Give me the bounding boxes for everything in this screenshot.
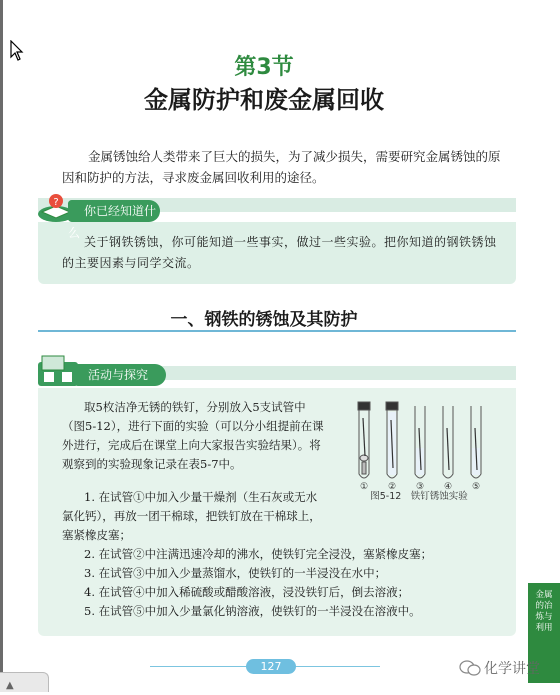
corner-arrow-icon[interactable]: ▲ xyxy=(6,680,14,691)
section-title: 金属防护和废金属回收 xyxy=(144,86,384,114)
watermark-text: 化学讲堂 xyxy=(484,661,540,677)
section-number: 第3节 xyxy=(234,55,294,80)
subheading-rule xyxy=(38,330,516,332)
activity-steps xyxy=(62,488,502,621)
activity-tag: 活动与探究 xyxy=(74,364,166,386)
test-tube-3 xyxy=(415,406,425,478)
tube-label-4: ④ xyxy=(443,482,453,490)
step-5: 5. 在试管⑤中加入少量氯化钠溶液，使铁钉的一半浸没在溶液中。 xyxy=(84,604,421,618)
know-text: 关于钢铁锈蚀，你可能知道一些事实，做过一些实验。把你知道的钢铁锈蚀的主要因素与同学交流。 xyxy=(62,235,497,270)
step-4: 4. 在试管④中加入稀硫酸或醋酸溶液，浸没铁钉后，倒去溶液； xyxy=(84,585,410,599)
step-1: 1. 在试管①中加入少量干燥剂（生石灰或无水氯化钙），再放一团干棉球，把铁钉放在干棉球上，塞紧橡皮塞； xyxy=(62,490,321,542)
test-tube-2 xyxy=(386,402,398,478)
test-tube-4 xyxy=(443,406,453,478)
page-number: 127 xyxy=(246,659,296,674)
step-3: 3. 在试管③中加入少量蒸馏水，使铁钉的一半浸没在水中； xyxy=(84,566,387,580)
tube-label-3: ③ xyxy=(415,482,425,490)
tube-label-2: ② xyxy=(387,482,397,490)
intro-paragraph: 金属锈蚀给人类带来了巨大的损失，为了减少损失，需要研究金属锈蚀的原因和防护的方法，寻求废金属回收利用的途径。 xyxy=(62,149,501,185)
activity-paragraph: 取5枚洁净无锈的铁钉，分别放入5支试管中（图5-12），进行下面的实验（可以分小组提前在课外进行，完成后在课堂上向大家报告实验结果）。将观察到的实验现象记录在表5-7中。 xyxy=(62,400,324,471)
tube-label-1: ① xyxy=(359,482,369,490)
chapter-side-tab-label: 金属的冶炼与利用 xyxy=(535,590,553,633)
test-tubes-figure xyxy=(346,398,492,490)
subheading: 一、钢铁的锈蚀及其防护 xyxy=(170,310,358,330)
test-tube-5 xyxy=(471,406,481,478)
wechat-icon xyxy=(459,660,481,676)
tube-label-5: ⑤ xyxy=(471,482,481,490)
know-tag: 你已经知道什么 xyxy=(68,200,160,222)
step-2: 2. 在试管②中注满迅速冷却的沸水，使铁钉完全浸没，塞紧橡皮塞； xyxy=(84,547,433,561)
test-tube-1 xyxy=(358,402,370,478)
svg-text:?: ? xyxy=(53,197,59,208)
figure-caption: 图5-12 铁钉锈蚀实验 xyxy=(370,491,468,502)
corner-toolbar[interactable] xyxy=(0,672,49,692)
